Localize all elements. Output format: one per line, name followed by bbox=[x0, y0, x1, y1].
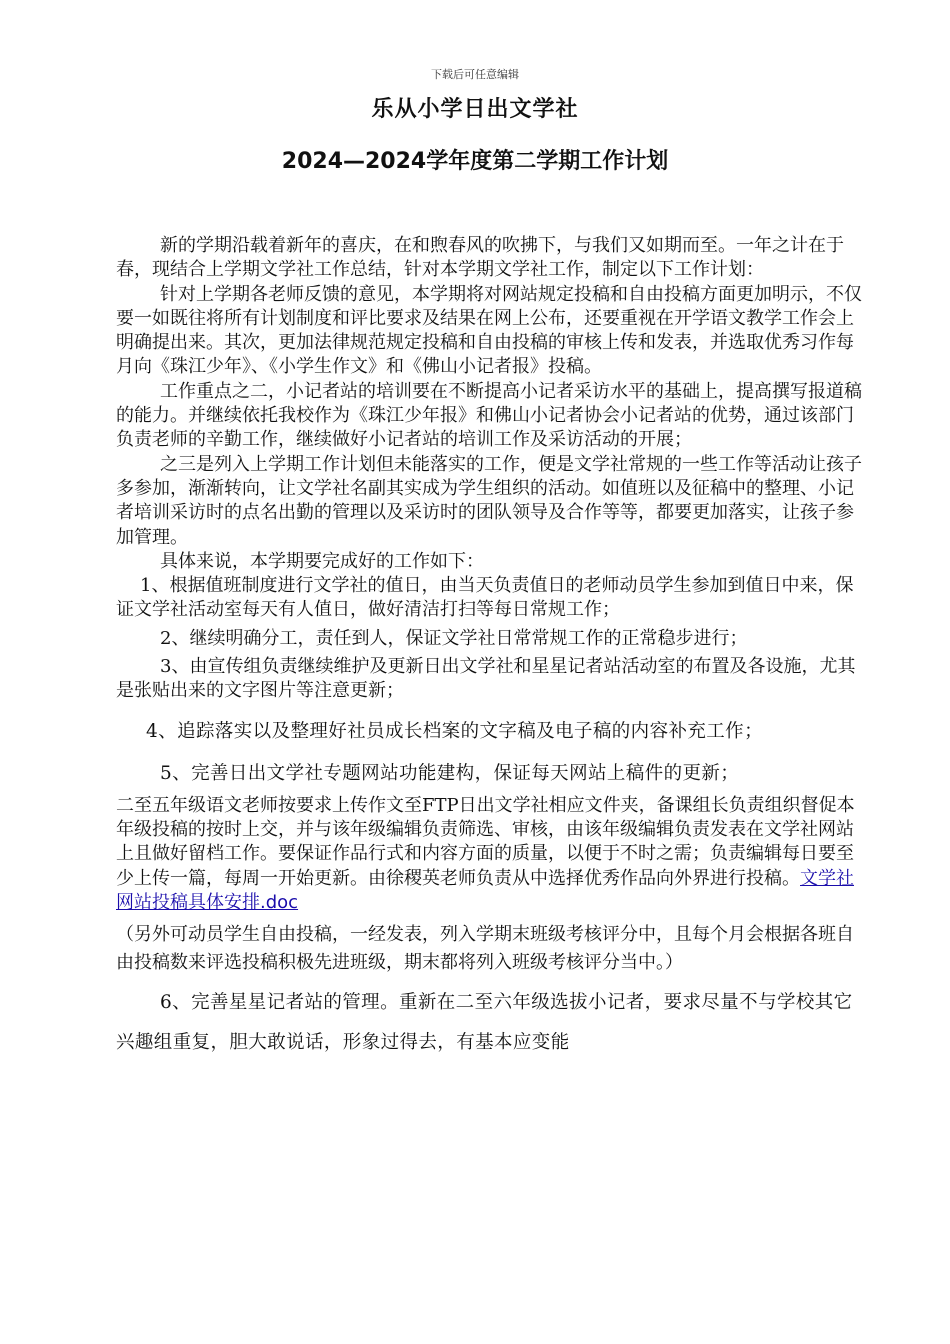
list-item-5-detail bbox=[116, 794, 866, 915]
list-item-3: 3、由宣传组负责继续维护及更新日出文学社和星星记者站活动室的布置及各设施，尤其是张贴出来的文字图片等注意更新； bbox=[116, 656, 856, 702]
list-item-2: 2、继续明确分工，责任到人，保证文学社日常常规工作的正常稳步进行； bbox=[160, 627, 748, 649]
paragraph-specifics: 具体来说，本学期要完成好的工作如下： bbox=[160, 550, 484, 572]
paragraph-focus-one: 针对上学期各老师反馈的意见，本学期将对网站规定投稿和自由投稿方面更加明示，不仅要一如既往将所有计划制度和评比要求及结果在网上公布，还要重视在开学语文教学工作会上明确提出来。其次，更加法律规范规定投稿和自由投稿的审核上传和发表，并选取优秀习作每月向《珠江少年》、《小学生作文》和《佛山小记者报》投稿。 bbox=[116, 283, 862, 378]
list-item-5-detail-text: 二至五年级语文老师按要求上传作文至FTP日出文学社相应文件夹，备课组长负责组织督促本年级投稿的按时上交，并与该年级编辑负责筛选、审核，由该年级编辑负责发表在文学社网站上且做好留档工作。要保证作品行式和内容方面的质量，以便于不时之需；负责编辑每日要至少上传一篇，每周一开始更新。由徐稷英老师负责从中选择优秀作品向外界进行投稿。 bbox=[116, 794, 855, 889]
document-title: 乐从小学日出文学社 bbox=[371, 97, 579, 122]
paragraph-focus-two: 工作重点之二，小记者站的培训要在不断提高小记者采访水平的基础上，提高撰写报道稿的能力。并继续依托我校作为《珠江少年报》和佛山小记者协会小记者站的优势，通过该部门负责老师的辛勤工作，继续做好小记者站的培训工作及采访活动的开展； bbox=[116, 380, 862, 451]
paragraph-intro: 新的学期沿载着新年的喜庆，在和煦春风的吹拂下，与我们又如期而至。一年之计在于春，现结合上学期文学社工作总结，针对本学期文学社工作，制定以下工作计划： bbox=[116, 235, 844, 281]
list-item-6: 6、完善星星记者站的管理。重新在二至六年级选拔小记者，要求尽量不与学校其它兴趣组重复，胆大敢说话，形象过得去，有基本应变能 bbox=[116, 992, 853, 1054]
document-body bbox=[116, 234, 866, 1063]
upload-arrangement-doc-link[interactable]: 文学社网站投稿具体安排.doc bbox=[116, 867, 854, 913]
header-note: 下载后可任意编辑 bbox=[431, 68, 519, 81]
paragraph-focus-three: 之三是列入上学期工作计划但未能落实的工作，便是文学社常规的一些工作等活动让孩子多参加，渐渐转向，让文学社名副其实成为学生组织的活动。如值班以及征稿中的整理、小记者培训采访时的点名出勤的管理以及采访时的团队领导及合作等等，都要更加落实，让孩子参加管理。 bbox=[116, 453, 862, 548]
document-subtitle: 2024—2024学年度第二学期工作计划 bbox=[281, 149, 669, 174]
list-item-4: 4、追踪落实以及整理好社员成长档案的文字稿及电子稿的内容补充工作； bbox=[146, 720, 763, 742]
list-item-5-note: （另外可动员学生自由投稿，一经发表，列入学期末班级考核评分中，且每个月会根据各班自由投稿数来评选投稿积极先进班级，期末都将列入班级考核评分当中。） bbox=[116, 924, 854, 974]
list-item-1: 1、根据值班制度进行文学社的值日，由当天负责值日的老师动员学生参加到值日中来，保证文学社活动室每天有人值日，做好清洁打扫等每日常规工作； bbox=[116, 575, 854, 621]
list-item-5: 5、完善日出文学社专题网站功能建构，保证每天网站上稿件的更新； bbox=[160, 762, 740, 784]
